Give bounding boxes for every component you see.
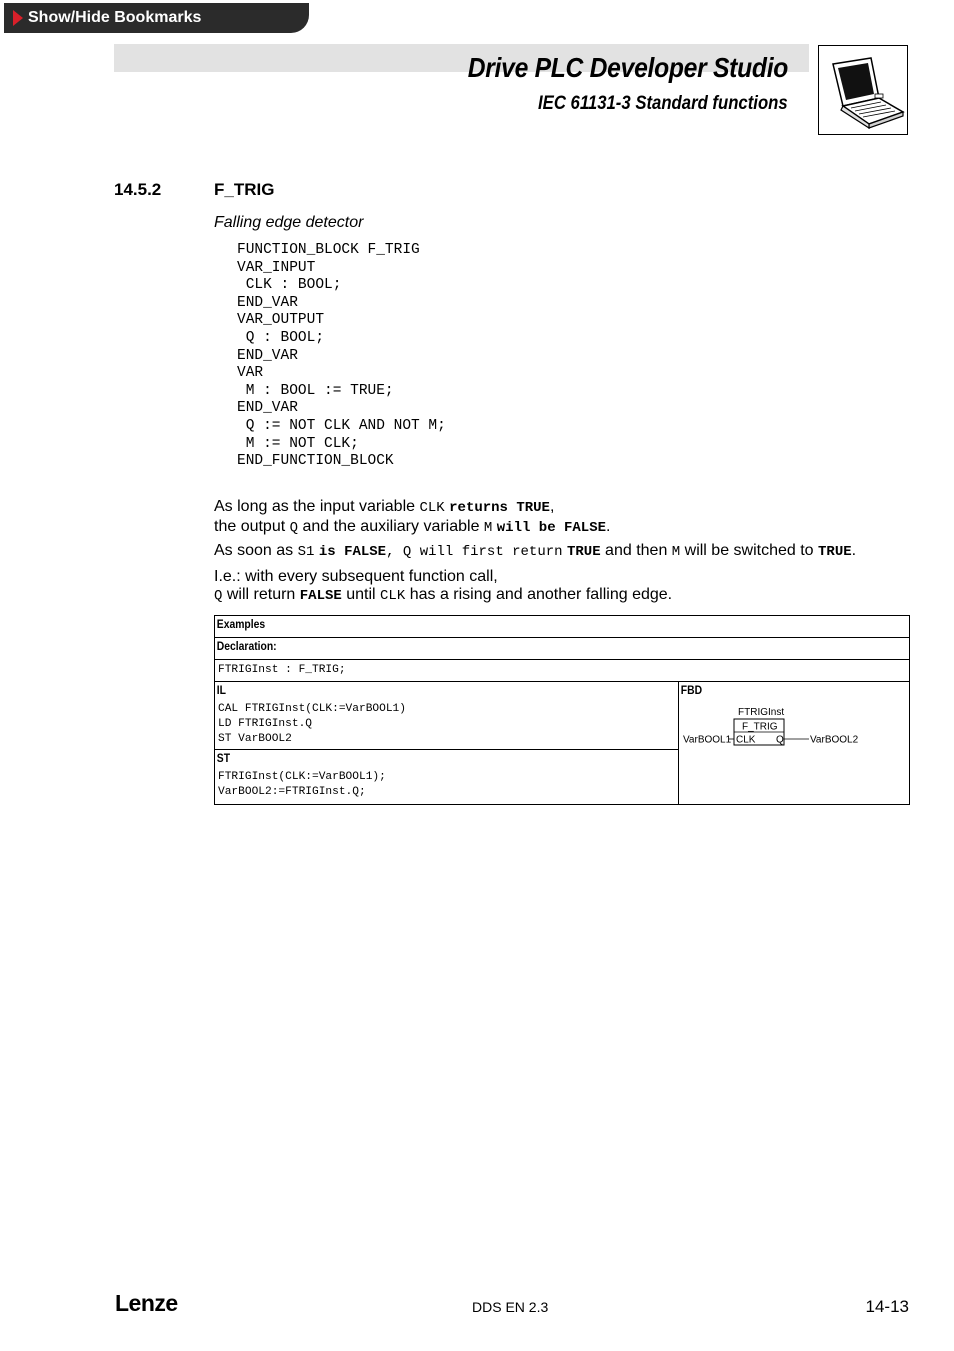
p3-text: has a rising and another falling edge. — [405, 585, 673, 603]
declaration-label-row — [215, 638, 909, 660]
p1-text: and the auxiliary variable — [298, 517, 484, 535]
p1-text: As long as the input variable — [214, 498, 420, 515]
p2-text: and then — [600, 542, 672, 559]
p1-text: the output — [214, 517, 290, 535]
il-code-line: CAL FTRIGInst(CLK:=VarBOOL1) — [218, 703, 406, 715]
p2-m: M — [671, 544, 681, 560]
p1-comma: , — [549, 498, 555, 515]
p2-true: TRUE — [567, 544, 601, 560]
p2-true: TRUE — [818, 544, 852, 560]
document-id: DDS EN 2.3 — [472, 1299, 549, 1315]
code-line: VAR_OUTPUT — [237, 312, 325, 329]
st-code — [215, 770, 678, 800]
il-code-line: LD FTRIGInst.Q — [218, 717, 312, 730]
code-line: CLK : BOOL; — [237, 277, 342, 294]
code-line: Q := NOT CLK AND NOT M; — [237, 417, 446, 434]
paragraph-3 — [214, 568, 672, 605]
st-code-line: FTRIGInst(CLK:=VarBOOL1); — [218, 771, 386, 783]
fbd-block-name: F_TRIG — [742, 721, 778, 733]
p1-will-be-false: will be FALSE — [496, 519, 606, 536]
p1-returns-true: returns TRUE — [449, 500, 550, 516]
p2-period: . — [851, 542, 857, 559]
code-line: END_FUNCTION_BLOCK — [237, 453, 394, 470]
red-triangle-arrow-icon — [13, 10, 23, 26]
fbd-input-pin: CLK — [736, 734, 756, 746]
code-line: Q : BOOL; — [237, 329, 325, 346]
function-block-code — [237, 242, 446, 471]
lenze-logo: Lenze — [115, 1290, 178, 1316]
examples-table — [214, 615, 910, 805]
p2-text: will be switched to — [680, 542, 819, 559]
il-code — [215, 702, 678, 746]
examples-heading: Examples — [216, 619, 266, 631]
section-title: F_TRIG — [214, 180, 275, 199]
code-line: VAR — [237, 365, 264, 382]
document-title: Drive PLC Developer Studio — [467, 52, 788, 83]
p3-text: will return — [222, 585, 300, 603]
il-code-line: ST VarBOOL2 — [218, 732, 292, 745]
st-code-line: VarBOOL2:=FTRIGInst.Q; — [218, 785, 366, 798]
bookmarks-label: Show/Hide Bookmarks — [28, 9, 202, 26]
p1-q: Q — [289, 519, 299, 536]
fbd-diagram — [681, 704, 901, 774]
fbd-output-pin: Q — [776, 734, 784, 746]
fbd-input-var: VarBOOL1 — [683, 734, 732, 746]
fbd-label: FBD — [680, 685, 703, 697]
p2-sep: , — [386, 544, 403, 560]
code-line: M : BOOL := TRUE; — [237, 382, 394, 399]
st-label: ST — [216, 753, 231, 765]
code-line: M := NOT CLK; — [237, 435, 359, 452]
laptop-icon — [818, 45, 908, 135]
section-number: 14.5.2 — [114, 180, 162, 199]
p3-false: FALSE — [299, 587, 342, 604]
p1-clk: CLK — [419, 500, 445, 516]
paragraph-2 — [214, 542, 856, 562]
p3-q: Q — [214, 587, 223, 604]
fbd-cell — [679, 682, 705, 697]
column-divider — [678, 681, 679, 804]
code-line: END_VAR — [237, 294, 298, 311]
declaration-code: FTRIGInst : F_TRIG; — [218, 664, 346, 676]
examples-heading-row — [215, 616, 909, 638]
p2-is-false: is FALSE — [318, 544, 387, 560]
document-subtitle: IEC 61131-3 Standard functions — [538, 93, 788, 114]
fbd-output-var: VarBOOL2 — [810, 734, 859, 746]
p2-text: As soon as — [214, 542, 298, 559]
page-number: 14-13 — [865, 1297, 909, 1316]
p2-q-will-first-return: Q will first return — [402, 544, 563, 560]
p3-line1: I.e.: with every subsequent function call, — [214, 568, 498, 585]
code-line: END_VAR — [237, 400, 298, 417]
il-label: IL — [216, 685, 227, 697]
p3-text: until — [341, 585, 381, 603]
p1-period: . — [606, 517, 611, 535]
code-line: FUNCTION_BLOCK F_TRIG — [237, 242, 420, 258]
il-cell — [215, 682, 678, 750]
paragraph-1 — [214, 498, 610, 537]
p1-m: M — [483, 519, 493, 536]
declaration-code-row — [215, 660, 909, 682]
code-line: END_VAR — [237, 347, 298, 364]
code-line: VAR_INPUT — [237, 259, 316, 276]
section-description: Falling edge detector — [214, 214, 364, 231]
p3-clk: CLK — [380, 587, 406, 604]
declaration-label: Declaration: — [216, 641, 277, 653]
fbd-instance-name: FTRIGInst — [738, 707, 785, 718]
st-cell — [215, 750, 678, 805]
p2-s1: S1 — [297, 544, 315, 560]
show-hide-bookmarks-button[interactable] — [4, 3, 309, 33]
